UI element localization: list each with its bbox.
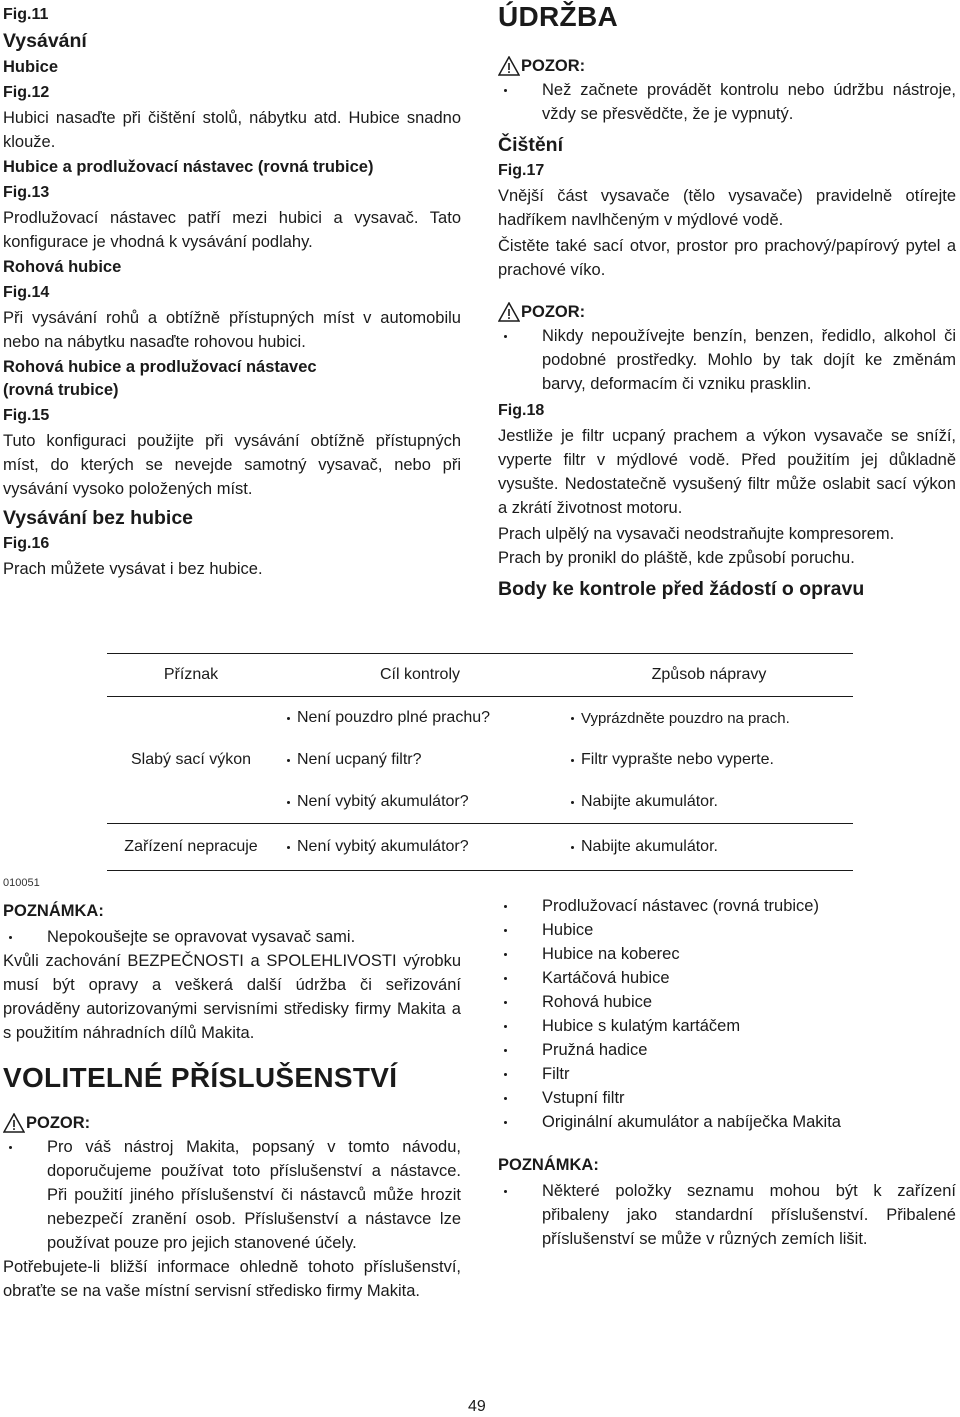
symptom-cell: Zařízení nepracuje — [124, 838, 258, 855]
list-item-text: Filtr — [542, 1065, 570, 1083]
check-text: Není vybitý akumulátor? — [297, 838, 469, 855]
bottom-right-column — [498, 894, 956, 1251]
list-item — [498, 942, 956, 966]
paragraph: Prach můžete vysávat i bez hubice. — [3, 560, 263, 578]
fix-text: Nabijte akumulátor. — [581, 838, 718, 855]
paragraph: Prach by pronikl do pláště, kde způsobí poruchu. — [498, 549, 855, 567]
page-number: 49 — [468, 1398, 486, 1415]
list-item-text: Prodlužovací nástavec (rovná trubice) — [542, 897, 819, 915]
caution-label: POZOR: — [521, 303, 586, 321]
check-cell — [275, 824, 565, 871]
list-item-text: Hubice na koberec — [542, 945, 680, 963]
check-text: Není ucpaný filtr? — [297, 751, 422, 768]
list-item-text: Originální akumulátor a nabíječka Makita — [542, 1113, 841, 1131]
fig-label: Fig.16 — [3, 535, 50, 552]
bullet-text: Nepokoušejte se opravovat vysavač sami. — [47, 928, 356, 946]
caution-heading — [498, 300, 956, 324]
fix-text: Nabijte akumulátor. — [581, 793, 718, 810]
list-item — [498, 966, 956, 990]
list-item-text: Vstupní filtr — [542, 1089, 625, 1107]
fix-cell — [565, 824, 853, 871]
list-item — [498, 1110, 956, 1134]
table-header-row — [107, 654, 853, 697]
bullet-item — [498, 78, 956, 126]
caution-label: POZOR: — [26, 1114, 91, 1132]
warning-icon — [498, 56, 520, 76]
fix-cell — [565, 781, 853, 824]
document-code: 010051 — [3, 877, 40, 889]
list-item-text: Pružná hadice — [542, 1041, 648, 1059]
list-item-text: Kartáčová hubice — [542, 969, 670, 987]
check-text: Není vybitý akumulátor? — [297, 793, 469, 810]
bullet-item — [498, 1179, 956, 1251]
note-heading: POZNÁMKA: — [3, 902, 104, 920]
table-row — [107, 824, 853, 871]
subheading: Hubice a prodlužovací nástavec (rovná trubice) — [3, 158, 374, 176]
list-item — [498, 1086, 956, 1110]
warning-icon — [498, 302, 520, 322]
paragraph: Prodlužovací nástavec patří mezi hubici a vysavač. Tato konfigurace je vhodná k vysávání podlahy. — [3, 209, 461, 251]
warning-icon — [3, 1113, 25, 1133]
list-item-text: Hubice — [542, 921, 594, 939]
column-header: Způsob nápravy — [565, 654, 853, 697]
fig-label: Fig.12 — [3, 84, 50, 101]
list-item-text: Rohová hubice — [542, 993, 653, 1011]
paragraph: Vnější část vysavače (tělo vysavače) pravidelně otírejte hadříkem navlhčeným v mýdlové vodě. — [498, 187, 956, 229]
fig-label: Fig.17 — [498, 162, 545, 179]
right-column — [498, 0, 956, 604]
paragraph: Jestliže je filtr ucpaný prachem a výkon vysavače se sníží, vyperte filtr v mýdlové vodě. Před použitím jej důkladně vysušte. Nedostatečně vysušený filtr může oslabit sací výkon a zkrátí životnost motoru. — [498, 427, 956, 517]
note-heading: POZNÁMKA: — [498, 1156, 599, 1174]
bullet-item — [3, 925, 461, 949]
fig-label: Fig.15 — [3, 407, 50, 424]
paragraph: Při vysávání rohů a obtížně přístupných míst v automobilu nebo na nábytku nasaďte rohovou hubici. — [3, 309, 461, 351]
troubleshooting-table — [107, 653, 853, 871]
accessory-list — [498, 894, 956, 1134]
column-header: Cíl kontroly — [275, 654, 565, 697]
bullet-item — [498, 324, 956, 396]
list-item — [498, 1038, 956, 1062]
subheading: (rovná trubice) — [3, 381, 119, 399]
bullet-text: Nikdy nepoužívejte benzín, benzen, ředidlo, alkohol či podobné prostředky. Mohlo by tak dojít ke změnám barvy, deformacím či vzniku prasklin. — [542, 327, 956, 393]
section-heading: Body ke kontrole před žádostí o opravu — [498, 578, 865, 600]
fix-cell — [565, 739, 853, 781]
list-item — [498, 1062, 956, 1086]
bullet-text: Než začnete provádět kontrolu nebo údržbu nástroje, vždy se přesvědčte, že je vypnutý. — [542, 81, 956, 123]
bullet-text: Některé položky seznamu mohou být k zařízení přibaleny jako standardní příslušenství. Přibalené příslušenství se může v různých zemích lišit. — [542, 1182, 956, 1248]
subheading: Hubice — [3, 58, 59, 76]
section-heading: Čištění — [498, 134, 564, 156]
fix-cell — [565, 697, 853, 740]
paragraph: Potřebujete-li bližší informace ohledně tohoto příslušenství, obraťte se na vaše místní servisní středisko firmy Makita. — [3, 1258, 461, 1300]
left-column — [3, 4, 461, 583]
list-item-text: Hubice s kulatým kartáčem — [542, 1017, 741, 1035]
bottom-left-column — [3, 900, 461, 1305]
paragraph: Tuto konfiguraci použijte při vysávání obtížně přístupných míst, do kterých se nevejde samotný vysavač, nebo při vysávání vysoko položených míst. — [3, 432, 461, 498]
fig-label: Fig.13 — [3, 184, 50, 201]
check-cell — [275, 739, 565, 781]
paragraph: Kvůli zachování BEZPEČNOSTI a SPOLEHLIVOSTI výrobku musí být opravy a veškerá další údržba či seřizování prováděny autorizovanými servisními středisky firmy Makita a s použitím náhradních dílů Makita. — [3, 952, 461, 1042]
fig-label: Fig.14 — [3, 284, 50, 301]
subheading: Rohová hubice a prodlužovací nástavec — [3, 358, 317, 376]
caution-label: POZOR: — [521, 57, 586, 75]
paragraph: Prach ulpělý na vysavači neodstraňujte kompresorem. — [498, 525, 895, 543]
caution-heading — [3, 1111, 461, 1135]
fix-text: Vyprázdněte pouzdro na prach. — [581, 709, 790, 727]
fix-text: Filtr vyprašte nebo vyperte. — [581, 751, 774, 768]
symptom-cell: Slabý sací výkon — [130, 751, 252, 768]
caution-heading — [498, 54, 956, 78]
bullet-text: Pro váš nástroj Makita, popsaný v tomto návodu, doporučujeme používat toto příslušenství a nástavce. Při použití jiného příslušenství či nástavců může hrozit nebezpečí zranění osob. Příslušenství a nástavce lze používat pouze pro jejich stanovené účely. — [47, 1138, 461, 1252]
check-cell — [275, 697, 565, 740]
bullet-item — [3, 1135, 461, 1255]
list-item — [498, 1014, 956, 1038]
list-item — [498, 990, 956, 1014]
paragraph: Čistěte také sací otvor, prostor pro prachový/papírový pytel a prachové víko. — [498, 237, 956, 279]
table-row — [107, 697, 853, 740]
fig-label: Fig.11 — [3, 6, 49, 23]
check-text: Není pouzdro plné prachu? — [297, 709, 491, 726]
page-heading: ÚDRŽBA — [498, 1, 619, 32]
column-header: Příznak — [107, 654, 275, 697]
check-cell — [275, 781, 565, 824]
page-heading: VOLITELNÉ PŘÍSLUŠENSTVÍ — [3, 1062, 398, 1093]
section-heading: Vysávání — [3, 30, 87, 52]
list-item — [498, 894, 956, 918]
list-item — [498, 918, 956, 942]
paragraph: Hubici nasaďte při čištění stolů, nábytku atd. Hubice snadno klouže. — [3, 109, 461, 151]
fig-label: Fig.18 — [498, 402, 545, 419]
section-heading: Vysávání bez hubice — [3, 507, 194, 529]
subheading: Rohová hubice — [3, 258, 122, 276]
